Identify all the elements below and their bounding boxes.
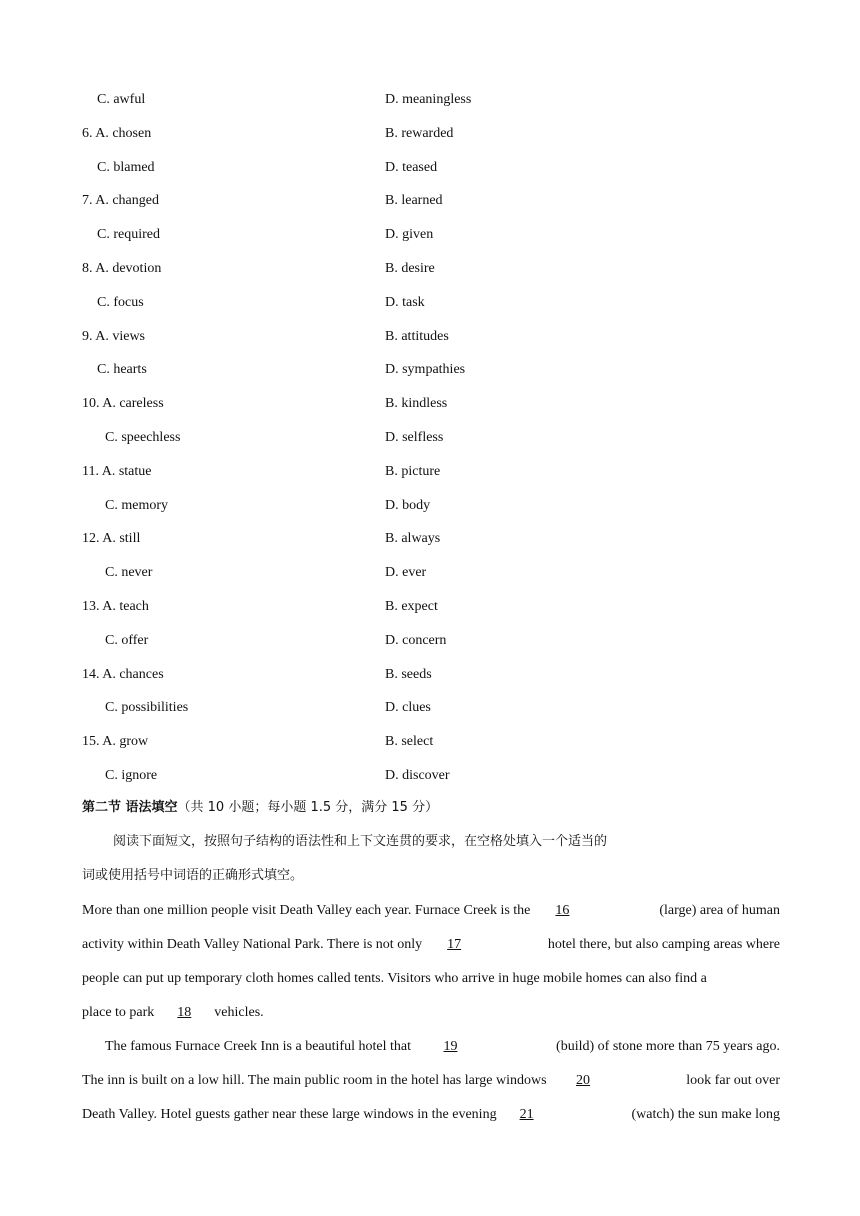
instructions-line-2: 词或使用括号中词语的正确形式填空。 — [82, 868, 304, 883]
option-left: C. awful — [97, 92, 146, 107]
passage-text: activity within Death Valley National Park. There is not only — [82, 937, 423, 952]
option-left: 11. A. statue — [82, 463, 152, 479]
option-right: D. body — [385, 497, 431, 513]
option-row — [82, 495, 782, 517]
option-left: C. hearts — [97, 362, 147, 378]
option-left: 8. A. devotion — [82, 261, 162, 276]
option-row — [82, 596, 782, 618]
option-left: 7. A. changed — [82, 193, 159, 209]
option-left: 15. A. grow — [82, 734, 149, 750]
option-left: C. possibilities — [105, 700, 189, 716]
option-right: D. meaningless — [385, 92, 472, 107]
passage-line — [82, 1070, 780, 1092]
option-right: B. select — [385, 734, 434, 750]
option-row — [82, 697, 782, 719]
option-left: 9. A. views — [82, 328, 145, 344]
instructions-line-1: 阅读下面短文，按照句子结构的语法性和上下文连贯的要求，在空格处填入一个适当的 — [113, 834, 608, 849]
passage-text: (watch) the sun make long — [631, 1107, 780, 1122]
option-row — [82, 359, 782, 381]
option-row — [82, 630, 782, 652]
option-row — [82, 89, 782, 111]
option-right: D. given — [385, 227, 434, 243]
option-row — [82, 190, 782, 212]
blank-20: 20 — [576, 1073, 591, 1088]
option-right: B. always — [385, 531, 441, 547]
passage-line — [82, 934, 780, 956]
blank-17: 17 — [447, 937, 462, 952]
passage-line — [82, 900, 780, 922]
option-right: B. learned — [385, 193, 443, 209]
option-left: 12. A. still — [82, 531, 141, 547]
option-left: C. focus — [97, 294, 144, 310]
passage-text: (large) area of human — [659, 903, 780, 918]
option-right: D. task — [385, 294, 425, 310]
option-left: C. ignore — [105, 768, 158, 783]
option-right: D. sympathies — [385, 362, 466, 378]
option-row — [82, 731, 782, 753]
option-row — [82, 765, 782, 787]
option-row — [82, 157, 782, 179]
passage-text: The inn is built on a low hill. The main public room in the hotel has large windows — [82, 1073, 551, 1088]
option-left: C. blamed — [97, 159, 155, 175]
option-right: D. concern — [385, 632, 447, 648]
option-row — [82, 664, 782, 686]
option-left: 14. A. chances — [82, 666, 164, 682]
passage-text: (build) of stone more than 75 years ago. — [549, 1039, 780, 1054]
option-right: B. expect — [385, 599, 438, 614]
section-title-detail: （共 10 小题；每小题 1.5 分，满分 15 分） — [177, 800, 439, 815]
option-right: D. teased — [385, 159, 438, 175]
blank-18: 18 — [177, 1005, 192, 1020]
option-right: B. attitudes — [385, 328, 449, 344]
option-left: C. offer — [105, 632, 149, 648]
section-title — [82, 797, 438, 819]
option-right: B. rewarded — [385, 125, 454, 141]
blank-21: 21 — [519, 1107, 534, 1122]
passage-text: people can put up temporary cloth homes called tents. Visitors who arrive in huge mobile homes can also find a — [82, 971, 707, 986]
option-left: 10. A. careless — [82, 396, 164, 412]
passage-text: vehicles. — [214, 1005, 264, 1020]
section-title-heading: 第二节 语法填空 — [82, 800, 178, 815]
option-right: D. ever — [385, 565, 427, 581]
passage-line — [82, 1104, 780, 1126]
option-row — [82, 528, 782, 550]
blank-16: 16 — [555, 903, 570, 918]
option-row — [82, 461, 782, 483]
option-right: B. picture — [385, 463, 441, 479]
blank-19: 19 — [443, 1039, 458, 1054]
passage-line — [105, 1036, 780, 1058]
option-right: B. kindless — [385, 396, 448, 412]
option-right: D. discover — [385, 768, 450, 783]
passage-text: More than one million people visit Death Valley each year. Furnace Creek is the — [82, 903, 531, 918]
option-row — [82, 427, 782, 449]
option-row — [82, 123, 782, 145]
option-right: D. selfless — [385, 430, 444, 445]
passage-text: place to park — [82, 1005, 155, 1020]
option-left: 13. A. teach — [82, 599, 149, 614]
passage-line — [82, 1002, 780, 1024]
option-row — [82, 393, 782, 415]
option-left: C. speechless — [105, 430, 181, 445]
option-right: B. desire — [385, 261, 435, 276]
option-left: C. memory — [105, 497, 168, 513]
option-left: 6. A. chosen — [82, 125, 152, 141]
option-row — [82, 258, 782, 280]
passage-text: The famous Furnace Creek Inn is a beautiful hotel that — [105, 1039, 415, 1054]
option-row — [82, 224, 782, 246]
option-right: B. seeds — [385, 666, 432, 682]
option-left: C. required — [97, 227, 160, 243]
passage-text: Death Valley. Hotel guests gather near these large windows in the evening — [82, 1107, 497, 1122]
option-row — [82, 292, 782, 314]
passage-text: hotel there, but also camping areas where — [547, 937, 780, 952]
option-row — [82, 562, 782, 584]
option-right: D. clues — [385, 700, 431, 716]
passage-text: look far out over — [686, 1073, 780, 1088]
passage-line — [82, 968, 780, 990]
option-left: C. never — [105, 565, 153, 581]
option-row — [82, 326, 782, 348]
